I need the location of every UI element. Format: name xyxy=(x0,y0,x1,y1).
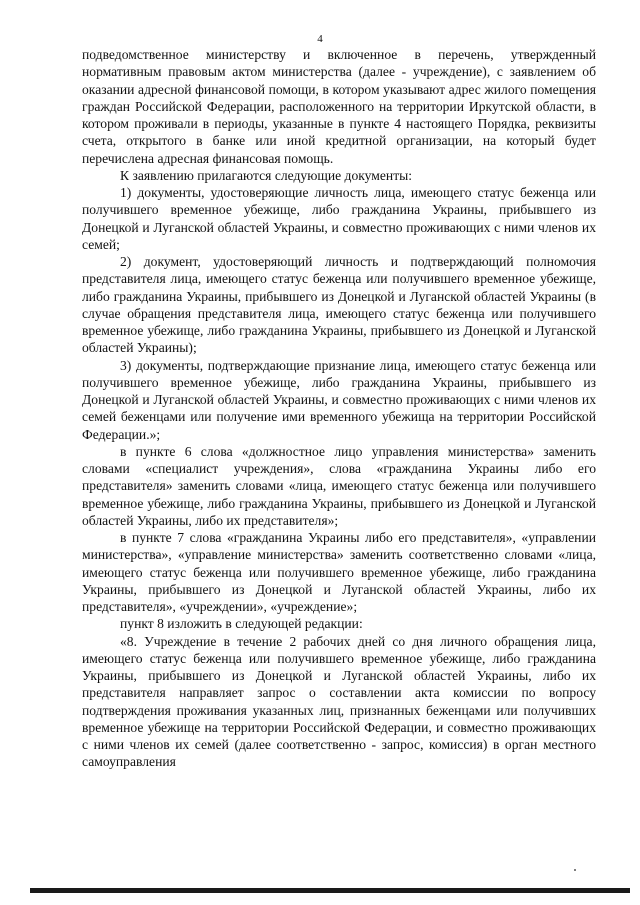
paragraph-item-2: 2) документ, удостоверяющий личность и подтверждающий полномочия представителя лица, имеющего статус беженца или получившего временное убежище, либо гражданина Украины, прибывшего из Донецкой и Луганской областей Украины (в случае обращения представителя лица, имеющего статус беженца или получившего временное убежище, либо гражданина Украины, прибывшего из Донецкой и Луганской областей Украины); xyxy=(82,254,596,356)
paragraph-point-7-amendment: в пункте 7 слова «гражданина Украины либо его представителя», «управлении министерства», «управление министерства» заменить соответственно словами «лица, имеющего статус беженца или получившего временное убежище, либо гражданина Украины, прибывшего из Донецкой и Луганской областей Украины, либо их представителя», «учреждении», «учреждение»; xyxy=(82,530,596,614)
document-body xyxy=(82,46,596,771)
paragraph-item-3: 3) документы, подтверждающие признание лица, имеющего статус беженца или получившего временное убежище, либо гражданина Украины, прибывшего из Донецкой и Луганской областей Украины, и совместно проживающих с ними членов их семей беженцами или получение ими временного убежища на территории Российской Федерации.»; xyxy=(82,357,596,442)
paragraph-documents-intro: К заявлению прилагаются следующие документы: xyxy=(120,167,413,183)
paragraph-point-6-amendment: в пункте 6 слова «должностное лицо управления министерства» заменить словами «специалист учреждения», слова «гражданина Украины либо его представителя» заменить словами «лица, имеющего статус беженца или получившего временное убежище, либо гражданина Украины, прибывшего из Донецкой и Луганской областей Украины, либо их представителя»; xyxy=(82,443,596,528)
paragraph-continuation: подведомственное министерству и включенное в перечень, утвержденный нормативным правовым актом министерства (далее - учреждение), с заявлением об оказании адресной финансовой помощи, в котором указывают адрес жилого помещения граждан Российской Федерации, расположенного на территории Иркутской области, в котором проживали в периоды, указанные в пункте 4 настоящего Порядка, реквизиты счета, открытого в банке или иной кредитной организации, на который будет перечислена адресная финансовая помощь. xyxy=(82,47,596,166)
scan-artifact-dot xyxy=(574,869,576,871)
scan-edge-rule xyxy=(30,888,630,893)
paragraph-item-1: 1) документы, удостоверяющие личность лица, имеющего статус беженца или получившего временное убежище, либо гражданина Украины, прибывшего из Донецкой и Луганской областей Украины, и совместно проживающих с ними членов их семей; xyxy=(82,185,596,252)
page-number: 4 xyxy=(317,33,323,45)
paragraph-point-8-text: «8. Учреждение в течение 2 рабочих дней со дня личного обращения лица, имеющего статус беженца или получившего временное убежище, либо гражданина Украины, прибывшего из Донецкой и Луганской областей Украины, либо их представителя направляет запрос о составлении акта комиссии по вопросу подтверждения проживания указанных лиц, признанных беженцами или получивших временное убежище на территории Российской Федерации, и совместно проживающих с ними членов их семей (далее соответственно - запрос, комиссия) в орган местного самоуправления xyxy=(82,633,596,770)
paragraph-point-8-intro: пункт 8 изложить в следующей редакции: xyxy=(120,616,363,632)
